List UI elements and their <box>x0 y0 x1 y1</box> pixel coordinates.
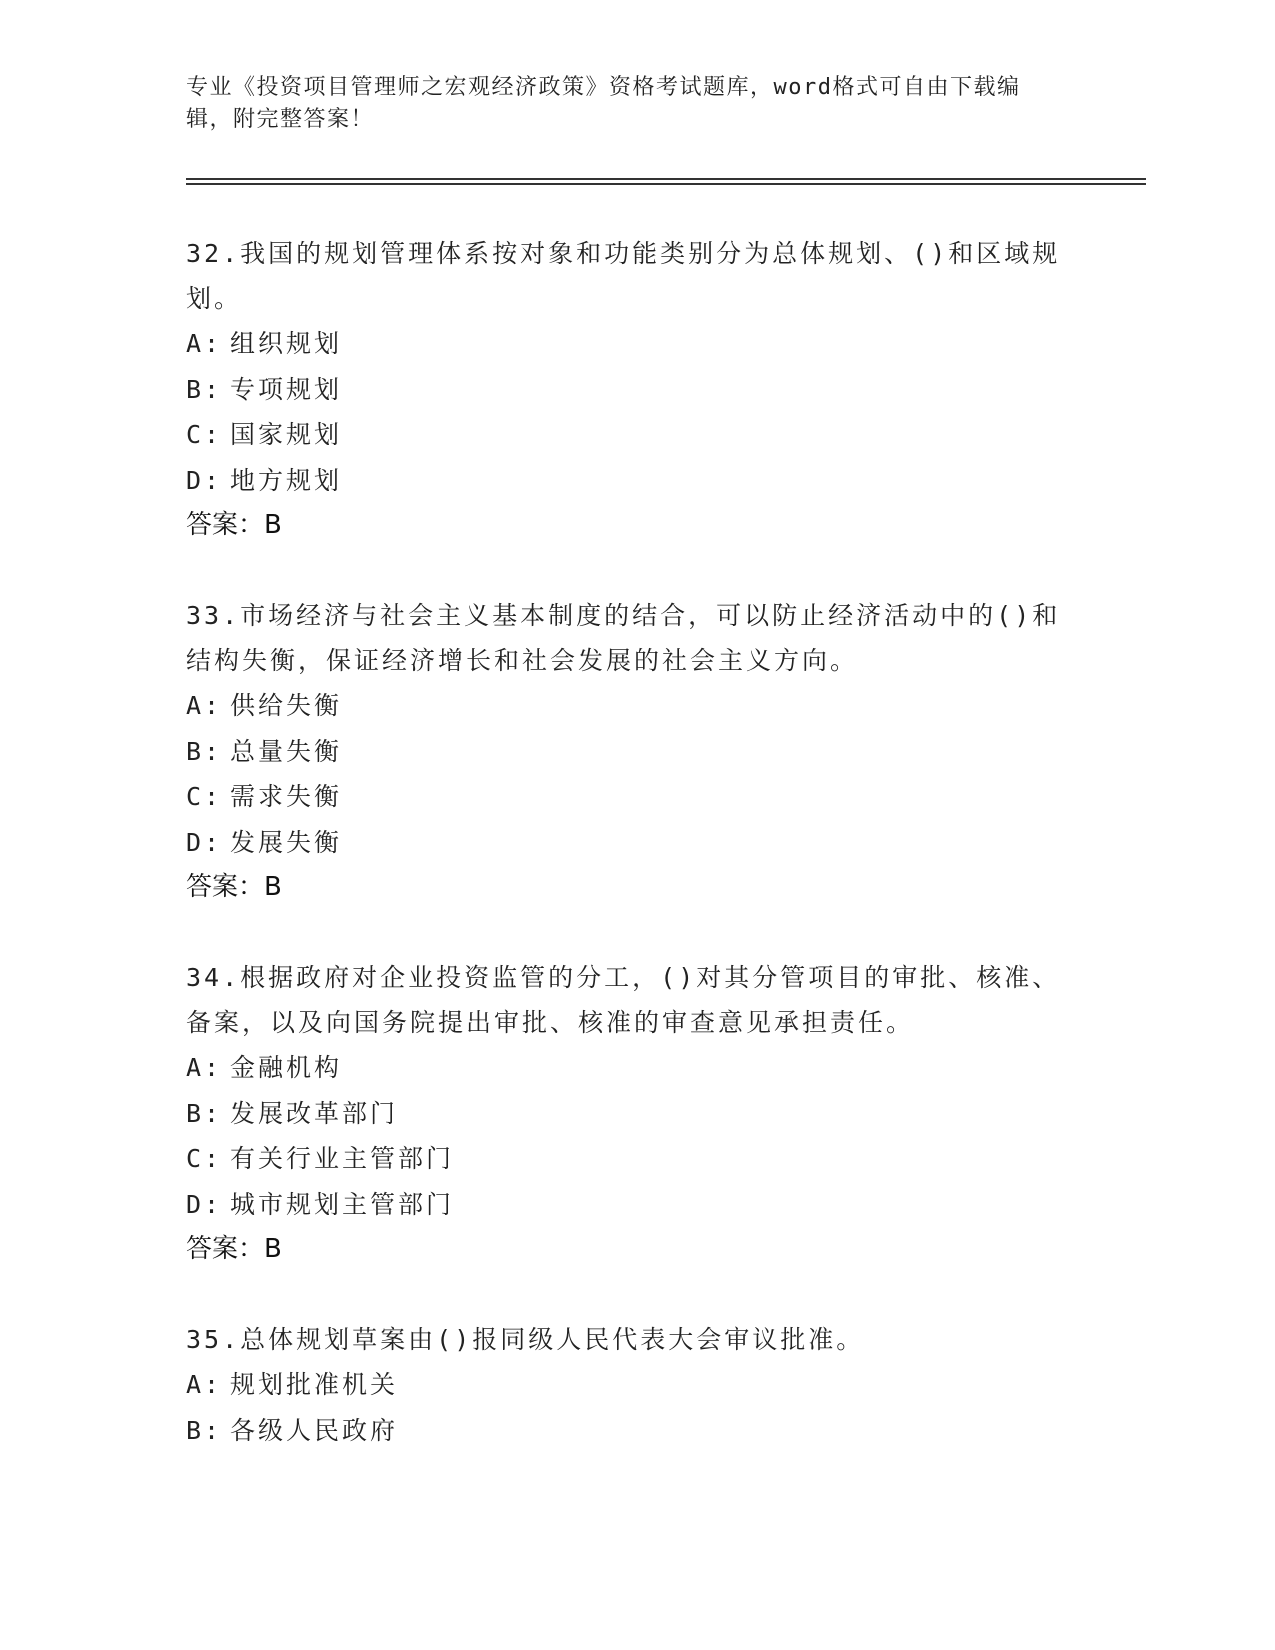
document-header: 专业《投资项目管理师之宏观经济政策》资格考试题库，word格式可自由下载编辑，附完整答案！ <box>186 75 1021 132</box>
option-text: 地方规划 <box>230 465 343 495</box>
option-text: 金融机构 <box>230 1053 343 1082</box>
option-letter: B: <box>186 736 223 766</box>
question-33 <box>186 593 1066 910</box>
question-stem: 33.市场经济与社会主义基本制度的结合，可以防止经济活动中的()和结构失衡，保证经济增长和社会发展的社会主义方向。 <box>186 601 1061 675</box>
option-a <box>186 1045 1066 1091</box>
option-text: 有关行业主管部门 <box>230 1144 455 1173</box>
answer-line: 答案：B <box>186 872 282 902</box>
option-a <box>186 683 1066 729</box>
option-d <box>186 458 1066 504</box>
question-34 <box>186 955 1066 1272</box>
option-d <box>186 1182 1066 1228</box>
option-text: 需求失衡 <box>230 782 343 811</box>
option-text: 发展失衡 <box>230 827 343 857</box>
question-stem: 35.总体规划草案由()报同级人民代表大会审议批准。 <box>186 1325 865 1354</box>
option-text: 国家规划 <box>230 420 343 449</box>
option-letter: B: <box>186 374 223 404</box>
option-text: 发展改革部门 <box>230 1098 399 1128</box>
option-letter: B: <box>186 1415 223 1445</box>
option-text: 总量失衡 <box>230 736 343 766</box>
question-35 <box>186 1317 1066 1453</box>
question-stem: 34.根据政府对企业投资监管的分工，()对其分管项目的审批、核准、备案，以及向国务院提出审批、核准的审查意见承担责任。 <box>186 963 1061 1037</box>
option-letter: C: <box>186 420 223 449</box>
option-b <box>186 1091 1066 1137</box>
option-letter: D: <box>186 827 223 857</box>
option-text: 城市规划主管部门 <box>230 1189 455 1219</box>
option-b <box>186 729 1066 775</box>
option-letter: B: <box>186 1098 223 1128</box>
option-d <box>186 820 1066 866</box>
option-a <box>186 1362 1066 1408</box>
option-letter: D: <box>186 465 223 495</box>
option-letter: C: <box>186 782 223 811</box>
header-divider-bottom <box>186 183 1146 185</box>
option-b <box>186 367 1066 413</box>
option-a <box>186 321 1066 367</box>
option-text: 各级人民政府 <box>230 1415 399 1445</box>
question-stem: 32.我国的规划管理体系按对象和功能类别分为总体规划、()和区域规划。 <box>186 239 1061 313</box>
option-letter: A: <box>186 329 223 358</box>
answer-line: 答案：B <box>186 1234 282 1264</box>
option-c <box>186 412 1066 458</box>
option-text: 组织规划 <box>230 329 343 358</box>
option-b <box>186 1408 1066 1454</box>
question-32 <box>186 231 1066 548</box>
option-letter: A: <box>186 691 223 720</box>
option-text: 专项规划 <box>230 374 343 404</box>
header-divider-top <box>186 178 1146 180</box>
option-letter: C: <box>186 1144 223 1173</box>
option-letter: D: <box>186 1189 223 1219</box>
option-c <box>186 1136 1066 1182</box>
answer-line: 答案：B <box>186 510 282 540</box>
option-letter: A: <box>186 1370 223 1399</box>
option-text: 规划批准机关 <box>230 1370 399 1399</box>
option-letter: A: <box>186 1053 223 1082</box>
option-text: 供给失衡 <box>230 691 343 720</box>
option-c <box>186 774 1066 820</box>
